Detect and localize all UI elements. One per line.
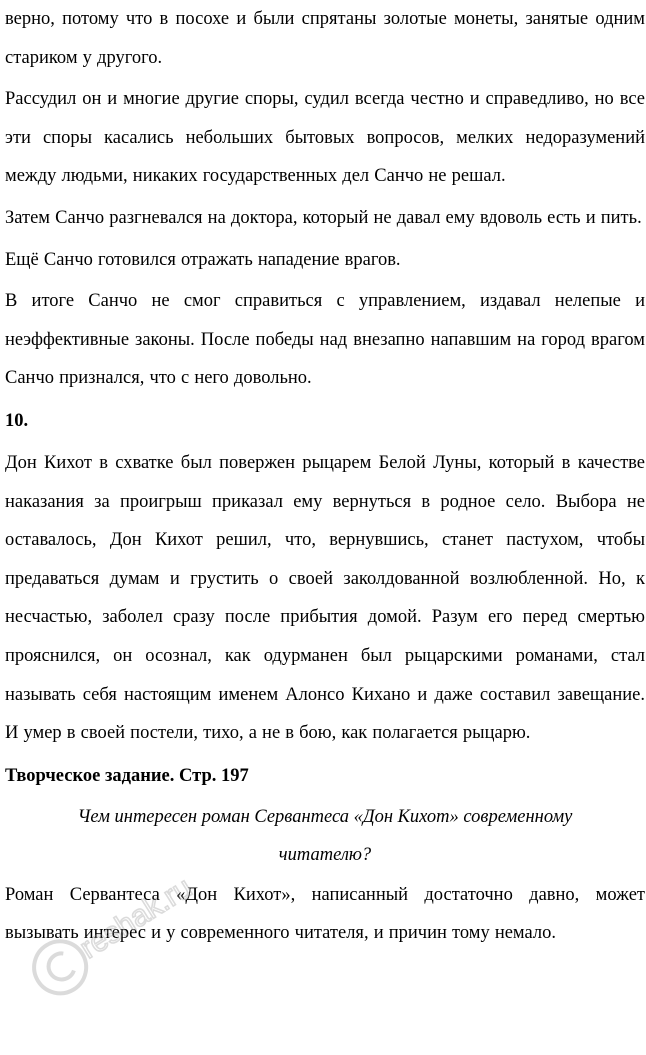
paragraph-governance-result: В итоге Санчо не смог справиться с управлением, издавал нелепые и неэффективные законы. После победы над внезапно напавшим на город врагом Санчо признался, что с него довольно. [5,291,645,389]
paragraph-staff-coins: верно, потому что в посохе и были спрятаны золотые монеты, занятые одним стариком у другого. [5,9,645,68]
answer-paragraph: Роман Сервантеса «Дон Кихот», написанный достаточно давно, может вызывать интерес и у современного читателя, и причин тому немало. [5,884,645,944]
essay-question: Чем интересен роман Сервантеса «Дон Кихот» современному читателю? [77,806,573,865]
creative-task-heading: Творческое задание. Стр. 197 [5,765,249,786]
document-page [5,0,645,956]
paragraph-don-quixote-end: Дон Кихот в схватке был повержен рыцарем Белой Луны, который в качестве наказания за проигрыш приказал ему вернуться в родное село. Выбора не оставалось, Дон Кихот решил, что, вернувшись, станет пастухом, чтобы предаваться думам и грустить о своей заколдованной возлюбленной. Но, к несчастью, заболел сразу после прибытия домой. Разум его перед смертью прояснился, он осознал, как одурманен был рыцарскими романами, стал называть себя настоящим именем Алонсо Кихано и даже составил завещание. И умер в своей постели, тихо, а не в бою, как полагается рыцарю. [5,452,645,744]
paragraph-enemies: Ещё Санчо готовился отражать нападение врагов. [5,249,401,270]
paragraph-disputes: Рассудил он и многие другие споры, судил всегда честно и справедливо, но все эти споры касались небольших бытовых вопросов, мелких недоразумений между людьми, никаких государственных дел Санчо не решал. [5,89,645,187]
paragraph-doctor: Затем Санчо разгневался на доктора, который не давал ему вдоволь есть и пить. [5,207,642,228]
copyright-c-icon [44,951,76,984]
section-number: 10. [5,410,29,431]
watermark-text: reshak.ru [74,870,198,966]
